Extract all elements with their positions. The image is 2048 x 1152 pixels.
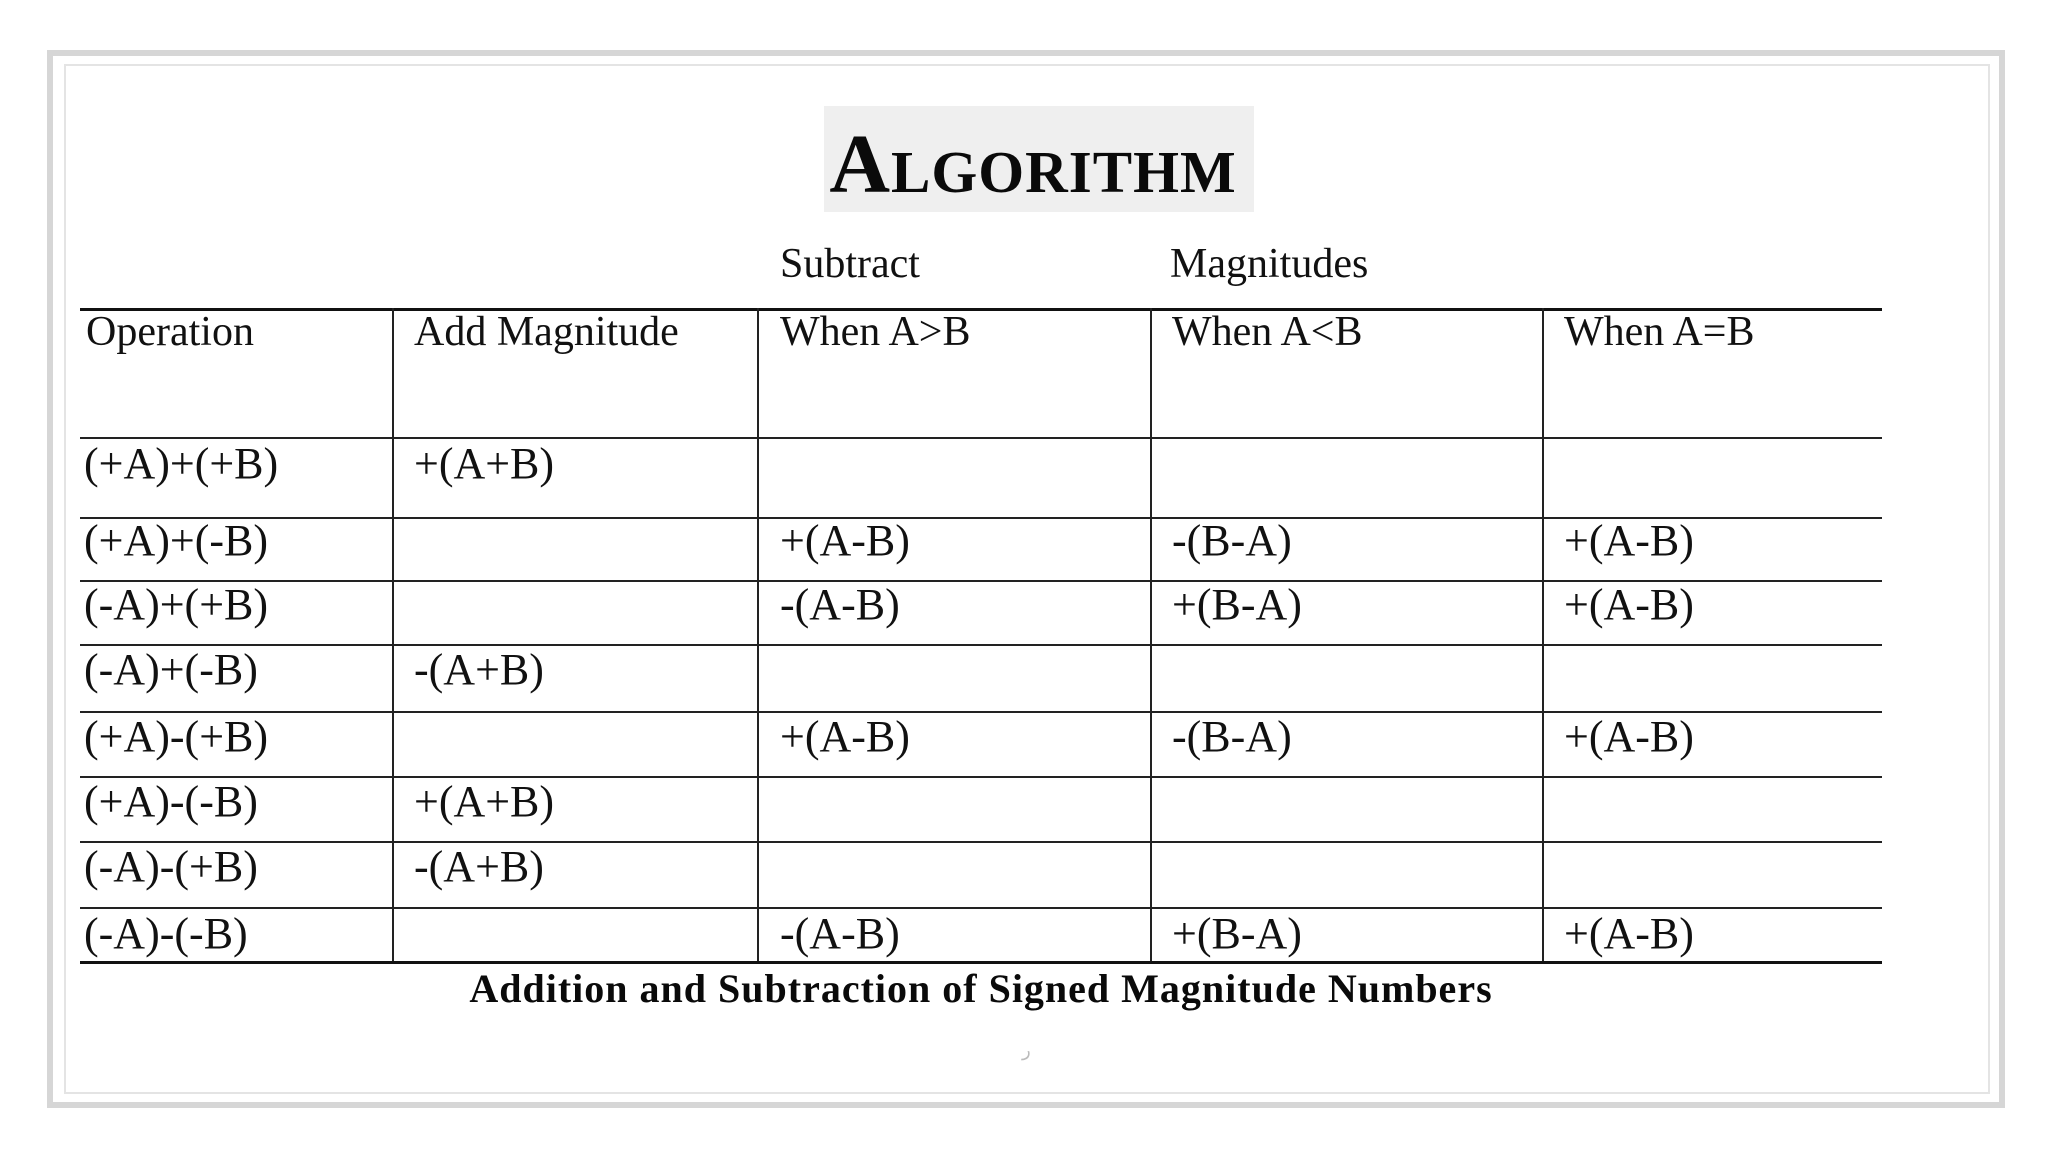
table-cell-operation: (+A)+(-B)	[84, 516, 269, 565]
header-when-a-eq-b: When A=B	[1564, 309, 1755, 355]
table-cell-operation: (-A)-(-B)	[84, 909, 248, 958]
magnitudes-group-label: Magnitudes	[1170, 241, 1369, 287]
slide-inner-border	[64, 64, 1990, 1094]
corner-mark: ر	[1022, 1040, 1031, 1060]
table-cell-a-lt-b: +(B-A)	[1172, 909, 1302, 958]
table-cell-a-lt-b: +(B-A)	[1172, 580, 1302, 629]
table-cell-a-lt-b: -(B-A)	[1172, 516, 1292, 565]
row-divider	[80, 776, 1882, 778]
column-divider	[1150, 308, 1152, 963]
slide-title: Algorithm	[829, 117, 1237, 211]
row-divider	[80, 644, 1882, 646]
table-cell-add: -(A+B)	[414, 645, 544, 694]
column-divider	[1542, 308, 1544, 963]
table-cell-operation: (+A)-(-B)	[84, 777, 258, 826]
table-cell-operation: (-A)-(+B)	[84, 842, 258, 891]
table-cell-add: +(A+B)	[414, 777, 555, 826]
row-divider	[80, 437, 1882, 439]
table-cell-a-eq-b: +(A-B)	[1564, 712, 1694, 761]
table-bottom-rule	[80, 961, 1882, 964]
table-cell-operation: (-A)+(-B)	[84, 645, 258, 694]
column-divider	[392, 308, 394, 963]
table-cell-operation: (-A)+(+B)	[84, 580, 269, 629]
row-divider	[80, 841, 1882, 843]
table-cell-a-eq-b: +(A-B)	[1564, 516, 1694, 565]
subtract-group-label: Subtract	[780, 241, 920, 287]
table-cell-add: +(A+B)	[414, 439, 555, 488]
table-cell-a-gt-b: -(A-B)	[780, 580, 900, 629]
table-caption: Addition and Subtraction of Signed Magnitude Numbers	[469, 966, 1493, 1011]
table-cell-a-lt-b: -(B-A)	[1172, 712, 1292, 761]
header-when-a-gt-b: When A>B	[780, 309, 971, 355]
table-cell-operation: (+A)-(+B)	[84, 712, 269, 761]
table-cell-a-gt-b: +(A-B)	[780, 712, 910, 761]
table-cell-a-eq-b: +(A-B)	[1564, 580, 1694, 629]
table-cell-a-eq-b: +(A-B)	[1564, 909, 1694, 958]
table-cell-add: -(A+B)	[414, 842, 544, 891]
header-when-a-lt-b: When A<B	[1172, 309, 1363, 355]
table-cell-a-gt-b: +(A-B)	[780, 516, 910, 565]
header-add-magnitude: Add Magnitude	[414, 309, 679, 355]
header-operation: Operation	[86, 309, 254, 355]
table-cell-a-gt-b: -(A-B)	[780, 909, 900, 958]
table-cell-operation: (+A)+(+B)	[84, 439, 279, 488]
column-divider	[757, 308, 759, 963]
